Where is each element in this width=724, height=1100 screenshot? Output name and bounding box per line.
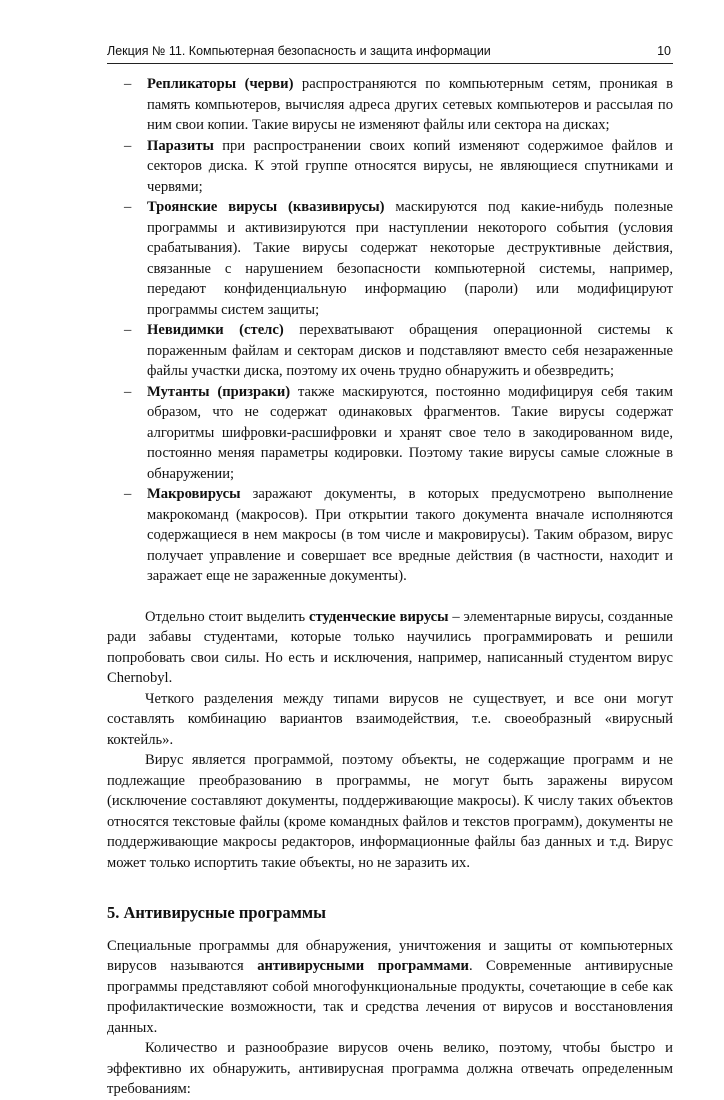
list-item-term: Репликаторы (черви) bbox=[147, 76, 294, 92]
paragraph-text: Специальные программы для обнаружения, уничтожения и защиты от компьютерных вирусов называются bbox=[107, 937, 673, 974]
page-body bbox=[107, 74, 673, 1100]
list-item bbox=[107, 320, 673, 382]
list-item-term: Паразиты bbox=[147, 137, 214, 154]
list-item-text: перехватывают обращения операционной системы к пораженным файлам и секторам дисков и подставляют вместо себя незараженные файлы участки диска, поэтому их очень трудно обнаружить и обезвредить; bbox=[147, 322, 674, 379]
section-title: 5. Антивирусные программы bbox=[107, 903, 327, 922]
page-header bbox=[107, 44, 673, 64]
paragraph-student-viruses bbox=[107, 607, 673, 689]
paragraph-text: Отдельно стоит выделить bbox=[145, 608, 310, 625]
list-item bbox=[107, 484, 673, 587]
list-item-text: распространяются по компьютерным сетям, проникая в память компьютеров, вычисляя адреса других сетевых компьютеров и рассылая по ним свои копии. Такие вирусы не изменяют файлы или сектора на дисках; bbox=[147, 76, 673, 133]
header-title: Лекция № 11. Компьютерная безопасность и защита информации bbox=[107, 44, 491, 58]
list-item-term: Троянские вирусы (квазивирусы) bbox=[147, 199, 385, 215]
list-item bbox=[107, 382, 673, 485]
paragraph-antivirus-requirements: Количество и разнообразие вирусов очень велико, поэтому, чтобы быстро и эффективно их обнаружить, антивирусная программа должна отвечать определенным требованиям: bbox=[107, 1040, 673, 1097]
list-dash: – bbox=[124, 322, 132, 338]
list-item-term: Невидимки (стелс) bbox=[147, 322, 284, 338]
list-item-text: при распространении своих копий изменяют содержимое файлов и секторов диска. К этой группе относятся вирусы, не являющиеся спутниками и червями; bbox=[147, 137, 673, 195]
list-item-text: маскируются под какие-нибудь полезные программы и активизируются при наступлении некоторого события (условия срабатывания). Такие вирусы содержат некоторые деструктивные действия, связанные с нарушением безопасности компьютерной системы, например, передают конфиденциальную информацию (пароли) или модифицируют программы систем защиты; bbox=[147, 199, 674, 318]
paragraph-bold-term: студенческие вирусы bbox=[309, 608, 449, 625]
list-item-term: Мутанты (призраки) bbox=[147, 383, 291, 400]
list-dash: – bbox=[124, 137, 132, 154]
list-item-text: также маскируются, постоянно модифицируя себя таким образом, что не содержат одинаковых фрагментов. Такие вирусы содержат алгоритмы шифровки-расшифровки и хранят свое тело в закодированном виде, постоянно меняя параметры кодировки. Поэтому такие вирусы самые сложные в обнаружении; bbox=[147, 383, 674, 482]
paragraph-antivirus-definition bbox=[107, 936, 673, 1039]
list-item bbox=[107, 197, 673, 320]
paragraph-text: – элементарные вирусы, созданные ради забавы студентами, которые только научились программировать и решили попробовать свои силы. Но есть и исключения, например, написанный студентом вирус Chernobyl. bbox=[107, 608, 673, 686]
spacer bbox=[107, 587, 673, 607]
list-item bbox=[107, 74, 673, 136]
list-dash: – bbox=[124, 199, 132, 215]
paragraph-text: . Современные антивирусные программы представляют собой многофункциональные продукты, сочетающие в себе как профилактические возможности, так и средства лечения от вирусов и восстановления данных. bbox=[107, 958, 673, 1036]
paragraph-virus-cocktail: Четкого разделения между типами вирусов не существует, и все они могут составлять комбинацию вариантов взаимодействия, т.е. своеобразный «вирусный коктейль». bbox=[107, 690, 673, 748]
list-item-text: заражают документы, в которых предусмотрено выполнение макрокоманд (макросов). При открытии такого документа вначале исполняются содержащиеся в нем макросы (в том числе и макровирусы). Таким образом, вирус получает управление и совершает все вредные действия (в частности, находит и заражает еще не зараженные документы). bbox=[147, 486, 673, 584]
list-dash: – bbox=[124, 76, 132, 92]
list-dash: – bbox=[124, 486, 132, 502]
virus-types-list bbox=[107, 74, 673, 587]
list-item bbox=[107, 136, 673, 198]
list-item-term: Макровирусы bbox=[147, 486, 241, 502]
list-dash: – bbox=[124, 383, 132, 400]
page-number: 10 bbox=[657, 44, 671, 58]
paragraph-bold-term: антивирусными программами bbox=[257, 958, 469, 974]
paragraph-infectable-objects: Вирус является программой, поэтому объекты, не содержащие программ и не подлежащие преобразованию в программы, не могут быть заражены вирусом (исключение составляют документы, поддерживающие макросы). К числу таких объектов относятся текстовые файлы (кроме командных файлов и текстов программ), документы не поддерживающие макросы редакторов, информационные файлы баз данных и т.д. Вирус может только испортить такие объекты, но не заразить их. bbox=[107, 752, 673, 871]
